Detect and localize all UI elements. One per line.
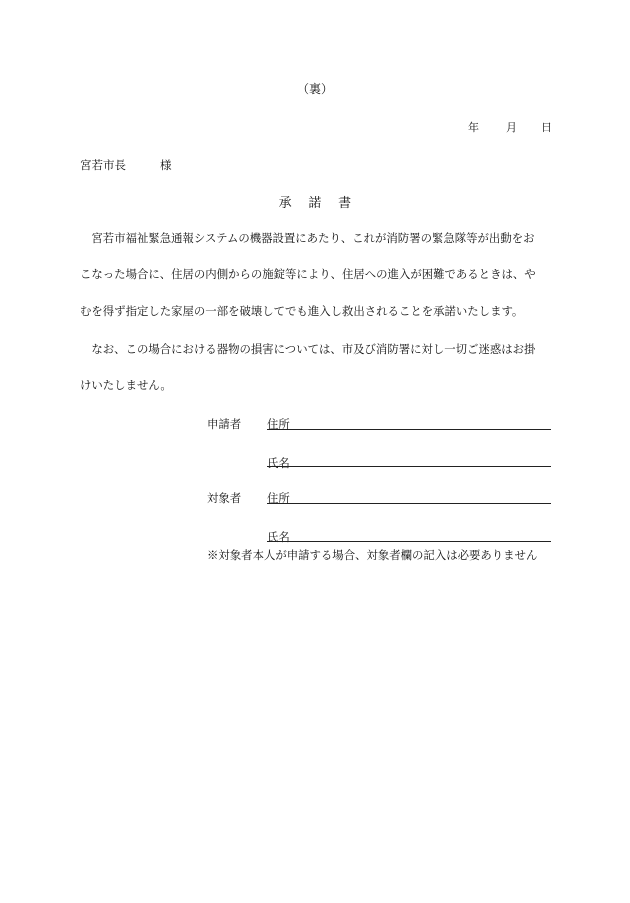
subject-role-label: 対象者 <box>207 491 242 505</box>
date-month-label: 月 <box>506 121 517 134</box>
title-char: 承 <box>278 196 292 211</box>
subject-address-field[interactable] <box>267 503 551 504</box>
title-char: 諾 <box>308 196 322 211</box>
subject-name-field[interactable] <box>267 541 551 542</box>
addressee: 宮若市長 <box>80 158 126 172</box>
date-year-label: 年 <box>468 121 479 134</box>
date-day-label: 日 <box>541 121 552 134</box>
page-side-label: （裏） <box>296 82 333 96</box>
footnote: ※対象者本人が申請する場合、対象者欄の記入は必要ありません <box>207 548 538 562</box>
applicant-role-label: 申請者 <box>207 417 242 431</box>
applicant-address-label: 住所 <box>267 417 290 431</box>
title-char: 書 <box>338 196 352 211</box>
applicant-name-field[interactable] <box>267 466 551 467</box>
body-paragraph-line: けいたしません。 <box>80 378 172 392</box>
applicant-address-field[interactable] <box>267 429 551 430</box>
addressee-honorific: 様 <box>160 158 172 172</box>
document-title <box>0 192 630 211</box>
subject-address-label: 住所 <box>267 491 290 505</box>
subject-name-label: 氏名 <box>267 530 290 544</box>
body-paragraph-line: こなった場合に、住居の内側からの施錠等により、住居への進入が困難であるときは、や <box>80 267 536 281</box>
body-paragraph-line: 宮若市福祉緊急通報システムの機器設置にあたり、これが消防署の緊急隊等が出動をお <box>80 231 535 245</box>
applicant-name-label: 氏名 <box>267 456 290 470</box>
body-paragraph-line: むを得ず指定した家屋の一部を破壊してでも進入し救出されることを承諾いたします。 <box>80 304 524 318</box>
body-paragraph-line: なお、この場合における器物の損害については、市及び消防署に対し一切ご迷惑はお掛 <box>80 342 536 356</box>
